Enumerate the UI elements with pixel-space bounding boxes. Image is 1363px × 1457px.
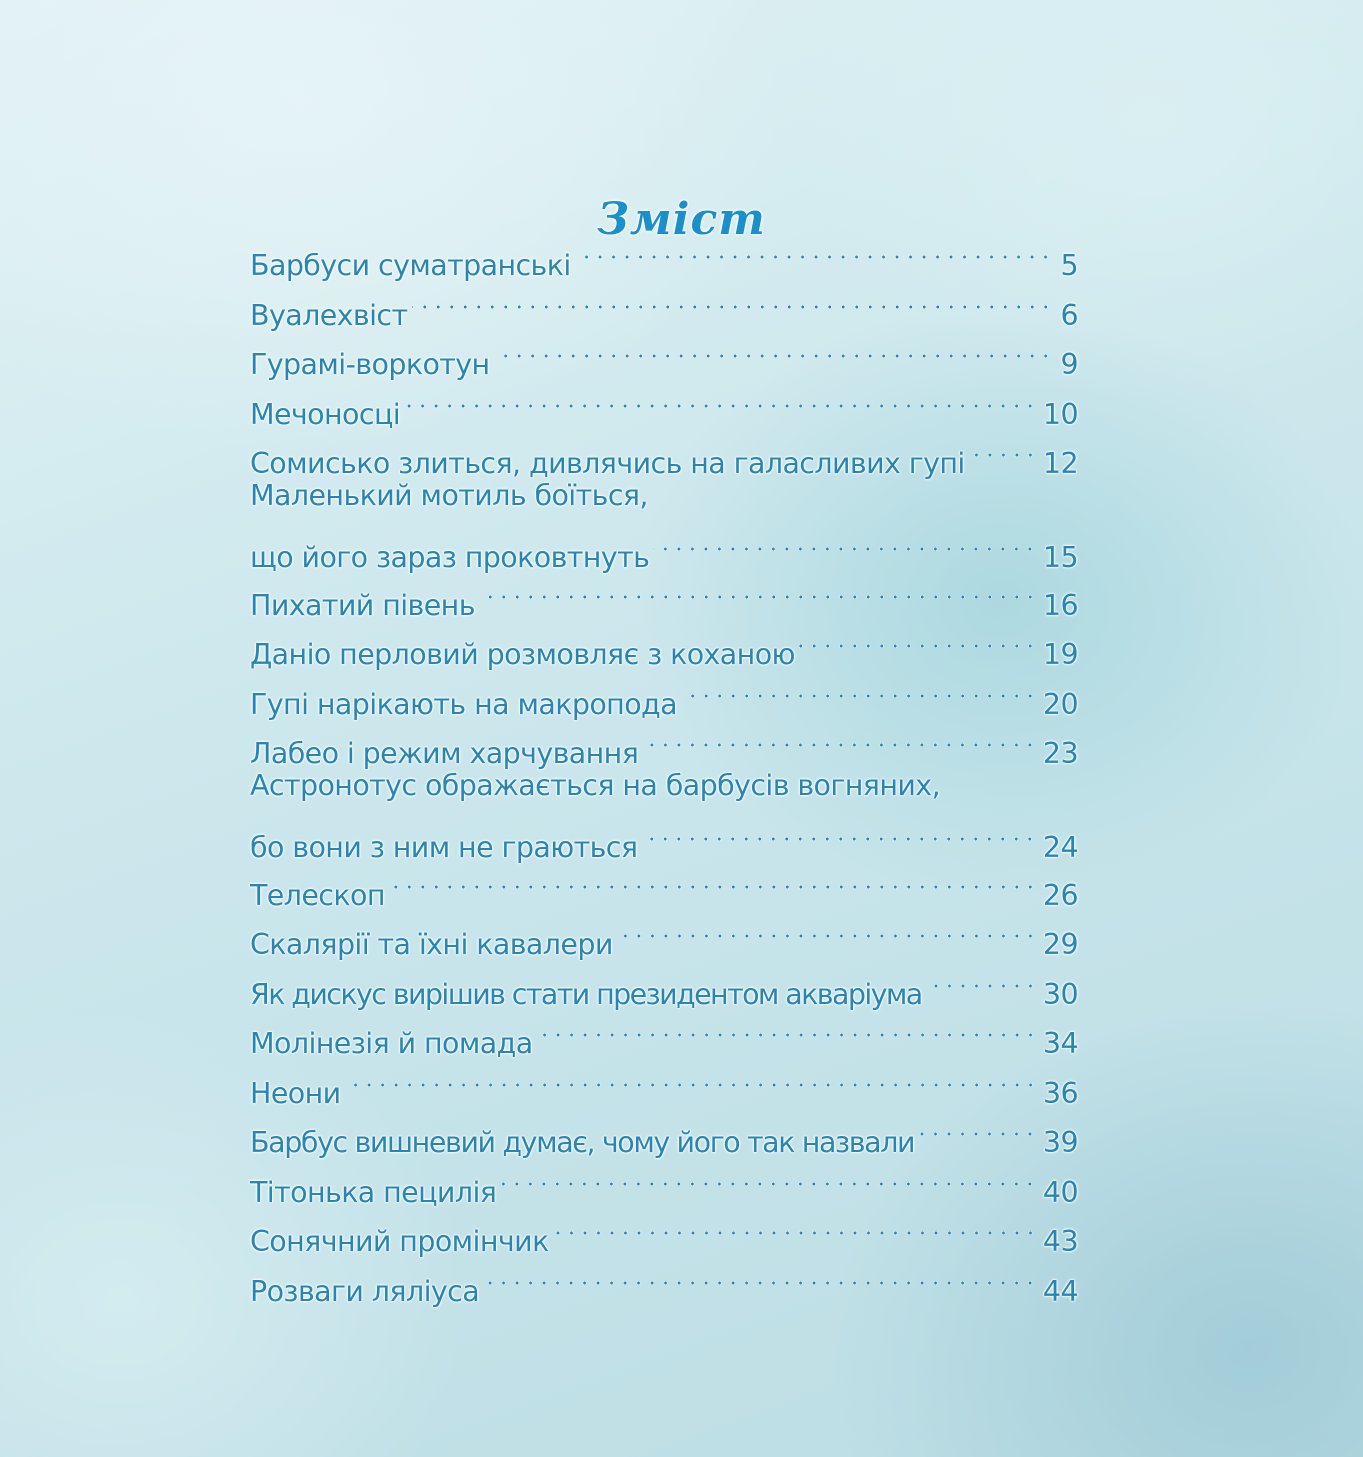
toc-entry-title: Молінезія й помада <box>250 1027 533 1060</box>
toc-page-number: 44 <box>1042 1274 1078 1308</box>
toc-page-number: 36 <box>1042 1076 1078 1110</box>
dot-leader <box>537 1004 1037 1053</box>
dot-leader <box>799 615 1037 664</box>
toc-entry-title: Пихатий півень <box>250 588 475 622</box>
toc-page-number: 24 <box>1042 830 1078 864</box>
toc-page-number: 23 <box>1042 737 1078 770</box>
dot-leader <box>653 518 1037 567</box>
toc-page-number: 6 <box>1060 298 1078 332</box>
dot-leader <box>389 856 1037 905</box>
dot-leader <box>479 566 1037 615</box>
toc-entry-row <box>250 226 1078 282</box>
toc-page-number: 34 <box>1042 1027 1078 1060</box>
toc-entry-title: Як дискус вирішив стати президентом акваріума <box>250 977 922 1011</box>
toc-entry-title: Вуалехвіст <box>250 298 408 332</box>
toc-page-number: 43 <box>1042 1225 1078 1258</box>
toc-entry-row <box>250 1054 1078 1110</box>
toc-page-number: 15 <box>1042 540 1078 574</box>
toc-page-number: 30 <box>1042 977 1078 1011</box>
toc-entry-title: Барбус вишневий думає, чому його так назвали <box>250 1126 915 1159</box>
dot-leader <box>500 1153 1037 1202</box>
dot-leader <box>404 375 1037 424</box>
toc-page-number: 20 <box>1042 687 1078 721</box>
toc-entry-title-line: Маленький мотиль боїться, <box>250 478 648 512</box>
toc-entry-row <box>250 808 1078 864</box>
page-title: Зміст <box>597 194 766 246</box>
toc-entry-title: Неони <box>250 1076 341 1110</box>
toc-entry-title: що його зараз проковтнуть <box>250 540 650 574</box>
toc-entry-title: Телескоп <box>250 878 385 912</box>
dot-leader <box>494 325 1052 374</box>
dot-leader <box>918 1103 1037 1152</box>
dot-leader <box>969 424 1037 473</box>
dot-leader <box>345 1054 1037 1103</box>
toc-entry-title: Гурамі-воркотун <box>250 348 490 381</box>
toc-entry[interactable] <box>250 1054 1078 1110</box>
toc-entry-title: Сонячний промінчик <box>250 1225 549 1258</box>
toc-page-number: 12 <box>1042 447 1078 480</box>
dot-leader <box>641 808 1037 857</box>
toc-page-number: 5 <box>1060 249 1078 282</box>
toc-page-number: 16 <box>1042 588 1078 622</box>
toc-page-number: 19 <box>1042 638 1078 671</box>
dot-leader <box>617 905 1037 954</box>
toc-entry[interactable] <box>250 1103 1078 1159</box>
toc-entry-title: Тітонька пецилія <box>250 1175 497 1209</box>
toc-entry-title: Гупі нарікають на макропода <box>250 687 677 721</box>
table-of-contents <box>250 226 1078 1308</box>
toc-entry[interactable] <box>250 226 1078 282</box>
dot-leader <box>412 276 1053 325</box>
toc-entry-title: Барбуси суматранські <box>250 249 571 282</box>
toc-page-number: 10 <box>1042 397 1078 431</box>
toc-entry-title: Даніо перловий розмовляє з коханою <box>250 638 795 671</box>
toc-entry-row <box>250 1103 1078 1159</box>
toc-entry-row <box>250 518 1078 574</box>
toc-entry-title-line: Астронотус ображається на барбусів вогняних, <box>250 768 941 802</box>
toc-page-number: 9 <box>1060 348 1078 381</box>
dot-leader <box>681 665 1037 714</box>
dot-leader <box>575 226 1052 275</box>
dot-leader <box>483 1252 1037 1301</box>
toc-entry-title: бо вони з ним не граються <box>250 830 638 864</box>
toc-entry-title: Розваги ляліуса <box>250 1274 480 1308</box>
toc-page-number: 29 <box>1042 928 1078 961</box>
toc-entry-title: Лабео і режим харчування <box>250 737 639 770</box>
toc-entry[interactable] <box>250 764 1078 864</box>
toc-page-number: 40 <box>1042 1175 1078 1209</box>
toc-entry-title: Скалярії та їхні кавалери <box>250 928 613 961</box>
toc-entry-title: Мечоносці <box>250 397 401 431</box>
dot-leader <box>553 1202 1037 1251</box>
toc-entry-title: Сомисько злиться, дивлячись на галасливих гупі <box>250 447 965 480</box>
toc-page-number: 39 <box>1042 1126 1078 1159</box>
dot-leader <box>642 714 1037 763</box>
dot-leader <box>926 955 1037 1004</box>
toc-page-number: 26 <box>1042 878 1078 912</box>
